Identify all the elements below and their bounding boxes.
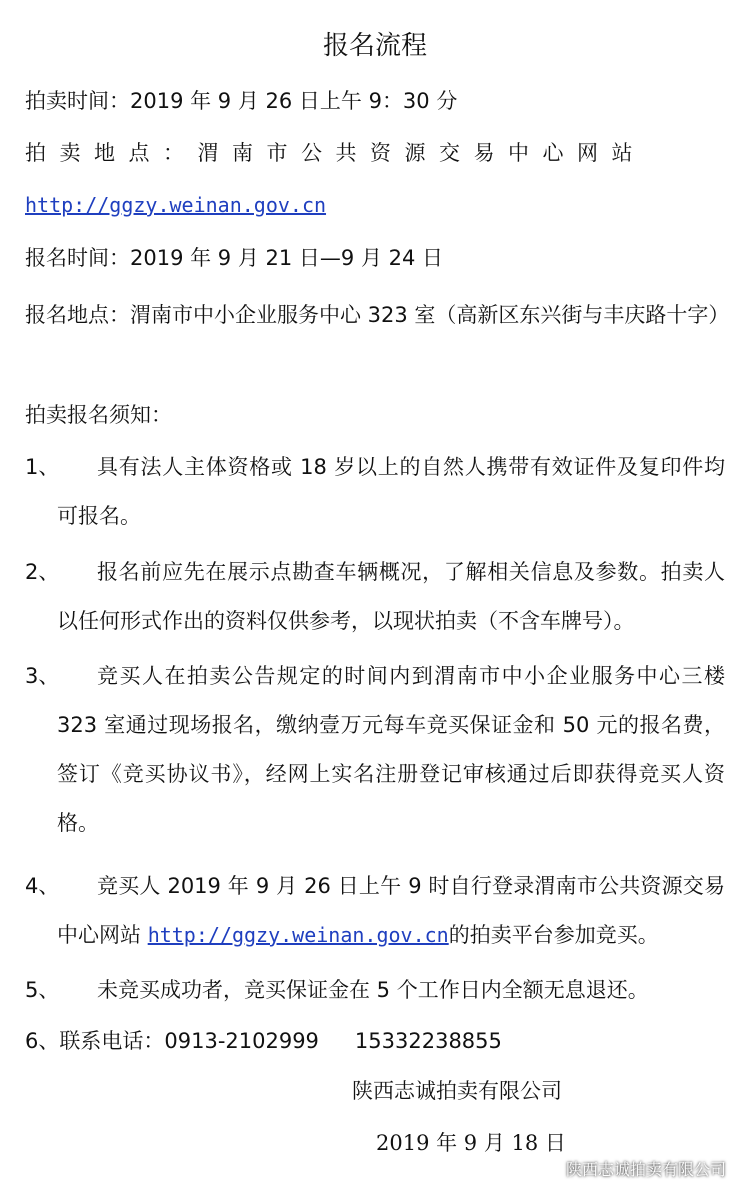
page-title: 报名流程: [322, 31, 427, 61]
notice-item-1: [25, 443, 725, 541]
item-number: 5、: [25, 978, 60, 1002]
contact-label: 6、联系电话：: [25, 1029, 165, 1053]
item-text-before: 竞买人 2019 年 9 月 26 日上午 9 时自行登录渭南市公共资源交易中心网站: [57, 874, 725, 947]
contact-phone-2: 15332238855: [354, 1029, 502, 1053]
notice-item-3: [25, 652, 725, 848]
item-number: 3、: [25, 664, 60, 688]
notice-item-2: [25, 548, 725, 646]
signature-company: 陕西志诚拍卖有限公司: [352, 1079, 562, 1103]
wechat-icon: [538, 1160, 560, 1178]
signature-date: 2019 年 9 月 18 日: [376, 1131, 566, 1155]
watermark-text: 陕西志诚拍卖有限公司: [565, 1160, 726, 1179]
auction-place-url-line: [25, 187, 326, 223]
item-number: 1、: [25, 455, 60, 479]
auction-place: 拍卖地点：渭南市公共资源交易中心网站: [25, 141, 646, 165]
item-number: 2、: [25, 560, 60, 584]
contact-phone-1: 0913-2102999: [164, 1029, 319, 1053]
item-number: 4、: [25, 874, 60, 898]
notice-item-5: [25, 966, 725, 1015]
item-text: [57, 862, 725, 960]
notice-item-4: [25, 862, 725, 960]
item-text: 未竞买成功者，竞买保证金在 5 个工作日内全额无息退还。: [97, 978, 649, 1002]
item-text: 报名前应先在展示点勘查车辆概况，了解相关信息及参数。拍卖人以任何形式作出的资料仅供参考，以现状拍卖（不含车牌号）。: [57, 560, 725, 633]
registration-place: 报名地点：渭南市中小企业服务中心 323 室（高新区东兴街与丰庆路十字）: [25, 303, 730, 327]
item-text: 竞买人在拍卖公告规定的时间内到渭南市中小企业服务中心三楼 323 室通过现场报名，缴纳壹万元每车竞买保证金和 50 元的报名费，签订《竞买协议书》，经网上实名注册登记审核通过后即获得竞买人资格。: [57, 664, 725, 835]
auction-site-link[interactable]: http://ggzy.weinan.gov.cn: [25, 193, 327, 217]
notice-heading: 拍卖报名须知：: [25, 403, 172, 427]
item-text-after: 的拍卖平台参加竞买。: [448, 923, 659, 947]
item-text: 具有法人主体资格或 18 岁以上的自然人携带有效证件及复印件均可报名。: [57, 455, 725, 528]
watermark: [538, 1157, 726, 1180]
trading-site-link[interactable]: http://ggzy.weinan.gov.cn: [147, 923, 449, 947]
registration-time: 报名时间：2019 年 9 月 21 日—9 月 24 日: [25, 246, 444, 270]
contact-phone: [25, 1023, 502, 1059]
auction-time: 拍卖时间：2019 年 9 月 26 日上午 9：30 分: [25, 89, 458, 113]
